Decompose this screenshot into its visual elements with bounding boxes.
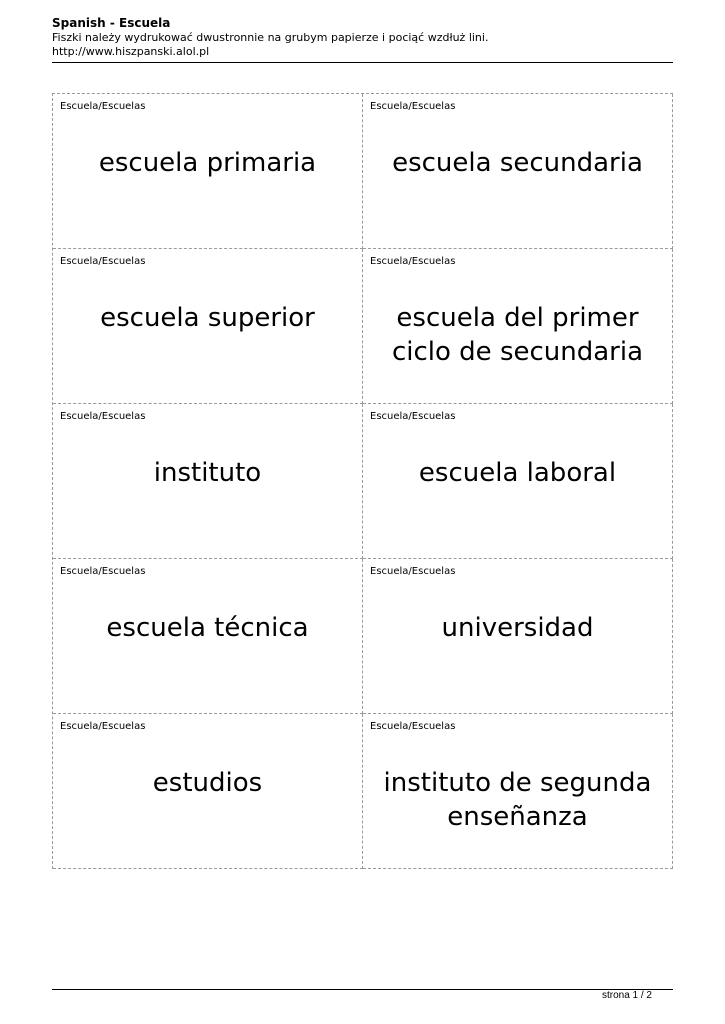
flashcard xyxy=(363,714,673,869)
print-instructions: Fiszki należy wydrukować dwustronnie na grubym papierze i pociąć wzdłuż lini. xyxy=(52,31,489,44)
page-number: strona 1 / 2 xyxy=(601,990,652,1001)
card-term: escuela superior xyxy=(100,303,315,333)
flashcard xyxy=(363,249,673,404)
card-term: instituto de segunda enseñanza xyxy=(383,768,652,832)
card-category: Escuela/Escuelas xyxy=(60,566,146,577)
flashcard-grid xyxy=(52,93,673,869)
card-category: Escuela/Escuelas xyxy=(370,566,456,577)
card-category: Escuela/Escuelas xyxy=(60,101,146,112)
card-term: escuela técnica xyxy=(106,613,309,643)
card-term: escuela primaria xyxy=(98,148,317,178)
card-category: Escuela/Escuelas xyxy=(60,721,146,732)
flashcard xyxy=(53,404,363,559)
flashcard xyxy=(53,714,363,869)
flashcard xyxy=(363,404,673,559)
card-term: escuela del primer ciclo de secundaria xyxy=(391,303,644,367)
flashcard xyxy=(363,559,673,714)
card-category: Escuela/Escuelas xyxy=(370,411,456,422)
flashcard xyxy=(53,559,363,714)
document-title: Spanish - Escuela xyxy=(52,16,171,30)
header-divider xyxy=(52,62,673,63)
card-term: escuela laboral xyxy=(418,458,617,488)
footer-divider xyxy=(52,989,673,990)
card-term: instituto xyxy=(153,458,262,488)
card-term: estudios xyxy=(152,768,263,798)
card-category: Escuela/Escuelas xyxy=(370,721,456,732)
card-category: Escuela/Escuelas xyxy=(370,256,456,267)
page-header xyxy=(52,16,672,59)
flashcard xyxy=(53,94,363,249)
card-category: Escuela/Escuelas xyxy=(370,101,456,112)
card-term: escuela secundaria xyxy=(392,148,643,178)
card-category: Escuela/Escuelas xyxy=(60,256,146,267)
flashcard xyxy=(53,249,363,404)
card-term: universidad xyxy=(441,613,594,643)
card-category: Escuela/Escuelas xyxy=(60,411,146,422)
source-url: http://www.hiszpanski.alol.pl xyxy=(52,45,210,58)
flashcard xyxy=(363,94,673,249)
